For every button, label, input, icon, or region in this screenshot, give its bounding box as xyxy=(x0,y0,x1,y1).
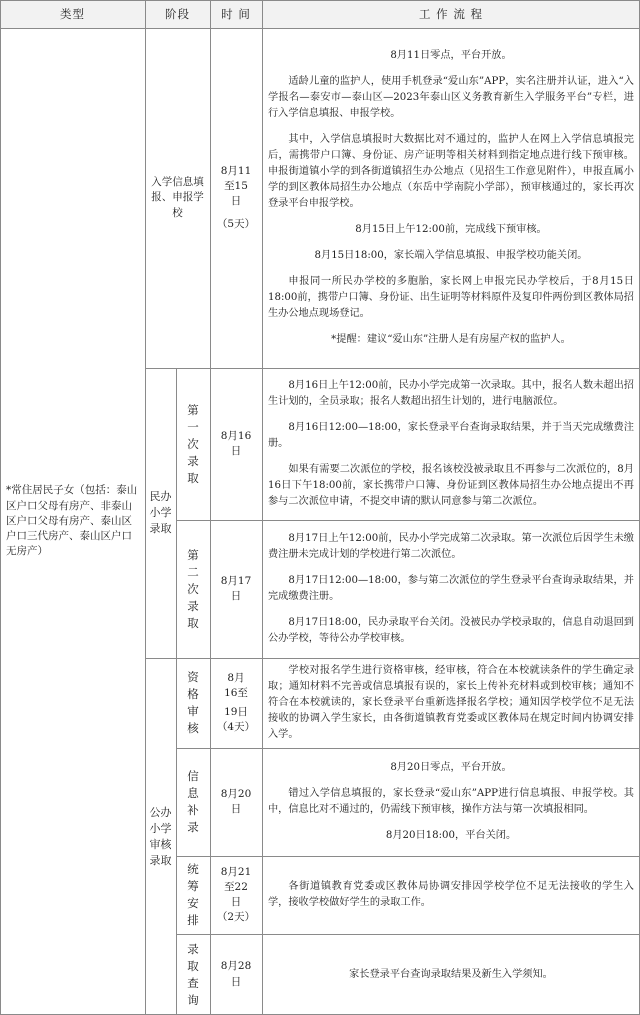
public-review-p0: 学校对报名学生进行资格审核，经审核，符合在本校就读条件的学生确定录取；通知材料不完善或信息填报有误的，家长上传补充材料或到校审核；通知不符合在本校就读的，家长登录平台重新选择报名学校；通知因学校学位不足无法接收的协调入学生家长，由各街道镇教育党委或区教体局在规定时间内协调安排入学。 xyxy=(268,665,634,740)
private-round1-time-text: 8月16日 xyxy=(220,429,252,457)
stage1-p2: 其中，入学信息填报时大数据比对不通过的，监护人在网上入学信息填报完后，需携带户口簿、身份证、房产证明等相关材料到指定地点进行线下预审核。申报街道镇小学的到各街道镇招生办公地点（见招生工作意见附件），申报直属小学的到区教体局招生办公地点（东岳中学南院小学部），预审核通过的，家长再次登录平台申报学校。 xyxy=(268,134,634,209)
grid-line xyxy=(262,0,263,1015)
public-name-text: 公办小学审核录取 xyxy=(149,805,172,867)
stage1-p6: *提醒：建议“爱山东”注册人是有房屋产权的监护人。 xyxy=(331,334,571,345)
public-query-name xyxy=(176,934,210,1015)
grid-line xyxy=(176,748,640,749)
stage1-time-text: 8月11至15日 xyxy=(220,164,252,207)
private-round2-p1: 8月17日12:00—18:00，参与第二次派位的学生登录平台查询录取结果，并完成缴费注册。 xyxy=(268,575,634,602)
private-round1-p0: 8月16日上午12:00前，民办小学完成第一次录取。其中，报名人数未超出招生计划的，全员录取；报名人数超出招生计划的，进行电脑派位。 xyxy=(268,380,634,407)
stage1-p1: 适龄儿童的监护人，使用手机登录“爱山东”APP，实名注册并认证，进入“入学报名—泰安市—泰山区—2023年泰山区义务教育新生入学服务平台”专栏，进行入学信息填报、申报学校。 xyxy=(268,76,634,119)
private-round1-p1: 8月16日12:00—18:00，家长登录平台查询录取结果，并于当天完成缴费注册。 xyxy=(268,422,634,449)
stage1-p5: 申报同一所民办学校的多胞胎，家长网上申报完民办学校后，于8月15日18:00前，携带户口簿、身份证、出生证明等材料原件及复印件两份到区教体局招生办公地点现场登记。 xyxy=(268,276,634,319)
stage1-p3: 8月15日上午12:00前，完成线下预审核。 xyxy=(355,224,547,235)
private-round2-name-text: 第二次录取 xyxy=(187,547,199,630)
private-round2-name xyxy=(176,520,210,658)
public-overall-time-text: 8月21至22日 xyxy=(220,865,252,908)
public-query-time xyxy=(210,934,262,1015)
stage1-p4: 8月15日18:00，家长端入学信息填报、申报学校功能关闭。 xyxy=(314,250,588,261)
public-query-process xyxy=(262,936,640,1013)
private-name-text: 民办小学录取 xyxy=(149,490,172,535)
header-type: 类型 xyxy=(0,0,145,28)
private-name xyxy=(145,368,176,658)
public-name xyxy=(145,658,176,1015)
private-round1-name-text: 第一次录取 xyxy=(187,402,199,485)
public-supplement-time-text: 8月20日 xyxy=(220,787,252,815)
grid-line xyxy=(176,520,640,521)
category-text: *常住居民子女（包括：泰山区户口父母有房产、非泰山区户口父母有房产、泰山区户口三代房产、泰山区户口无房产） xyxy=(6,484,138,558)
public-supplement-name-text: 信息补录 xyxy=(187,769,199,834)
public-query-p0: 家长登录平台查询录取结果及新生入学须知。 xyxy=(349,968,553,980)
public-supplement-time xyxy=(210,748,262,856)
private-round2-time-text: 8月17日 xyxy=(220,574,252,602)
grid-line xyxy=(145,368,640,369)
grid-line xyxy=(0,0,640,1)
public-review-name-text: 资格审核 xyxy=(187,670,199,735)
stage1-p0: 8月11日零点，平台开放。 xyxy=(390,50,512,61)
public-overall-days-text: （2天） xyxy=(216,911,256,924)
public-supplement-p0: 8月20日零点，平台开放。 xyxy=(390,762,512,773)
grid-line xyxy=(145,0,146,1015)
public-review-days: （4天） xyxy=(216,721,256,734)
header-process: 工 作 流 程 xyxy=(262,0,640,28)
grid-line xyxy=(176,934,640,935)
grid-line xyxy=(0,0,1,1015)
private-round1-process xyxy=(262,370,640,518)
grid-line xyxy=(176,368,177,1015)
category-cell xyxy=(2,28,144,1015)
private-round2-p0: 8月17日上午12:00前，民办小学完成第二次录取。第一次派位后因学生未缴费注册未完成计划的学校进行第二次派位。 xyxy=(268,533,634,560)
public-supplement-process xyxy=(262,750,640,854)
grid-line xyxy=(145,658,640,659)
header-stage: 阶段 xyxy=(145,0,210,28)
grid-line xyxy=(210,0,211,1015)
header-time: 时 间 xyxy=(210,0,262,28)
public-supplement-name xyxy=(176,748,210,856)
public-query-time-text: 8月28日 xyxy=(220,960,252,988)
stage1-time xyxy=(210,28,262,368)
private-round1-time xyxy=(210,368,262,520)
stage1-days-text: （5天） xyxy=(216,218,256,231)
public-review-process xyxy=(262,660,640,746)
public-review-time-b: 19日 xyxy=(224,706,248,718)
public-review-name xyxy=(176,658,210,748)
stage1-process xyxy=(262,30,640,366)
public-review-time-a: 8月16至 xyxy=(224,671,248,699)
private-round1-name xyxy=(176,368,210,520)
public-query-name-text: 录取查询 xyxy=(187,941,199,1007)
grid-line xyxy=(0,28,640,29)
private-round2-p2: 8月17日18:00，民办录取平台关闭。没被民办学校录取的，信息自动退回到公办学校，等待公办学校审核。 xyxy=(268,617,634,644)
public-overall-name-text: 统筹安排 xyxy=(187,862,199,927)
stage1-name-text: 入学信息填报、申报学校 xyxy=(151,176,204,219)
public-overall-name xyxy=(176,856,210,934)
public-overall-time xyxy=(210,856,262,934)
public-overall-p0: 各街道镇教育党委或区教体局协调安排因学校学位不足无法接收的学生入学，接收学校做好学生的录取工作。 xyxy=(268,881,634,908)
grid-line xyxy=(176,856,640,857)
public-review-time xyxy=(210,658,262,748)
private-round2-time xyxy=(210,520,262,658)
public-supplement-p1: 错过入学信息填报的，家长登录“爱山东”APP进行信息填报、申报学校。其中，信息比对不通过的，仍需线下预审核，操作方法与第一次填报相同。 xyxy=(268,788,634,815)
private-round1-p2: 如果有需要二次派位的学校，报名该校没被录取且不再参与二次派位的，8月16日下午18:00前，家长携带户口簿、身份证到区教体局招生办公地点提出不再参与二次派位申请，不提交申请的默认同意参与第二次派位。 xyxy=(268,464,634,507)
private-round2-process xyxy=(262,522,640,656)
public-supplement-p2: 8月20日18:00，平台关闭。 xyxy=(385,830,517,841)
public-overall-process xyxy=(262,858,640,932)
stage1-name xyxy=(145,28,210,368)
